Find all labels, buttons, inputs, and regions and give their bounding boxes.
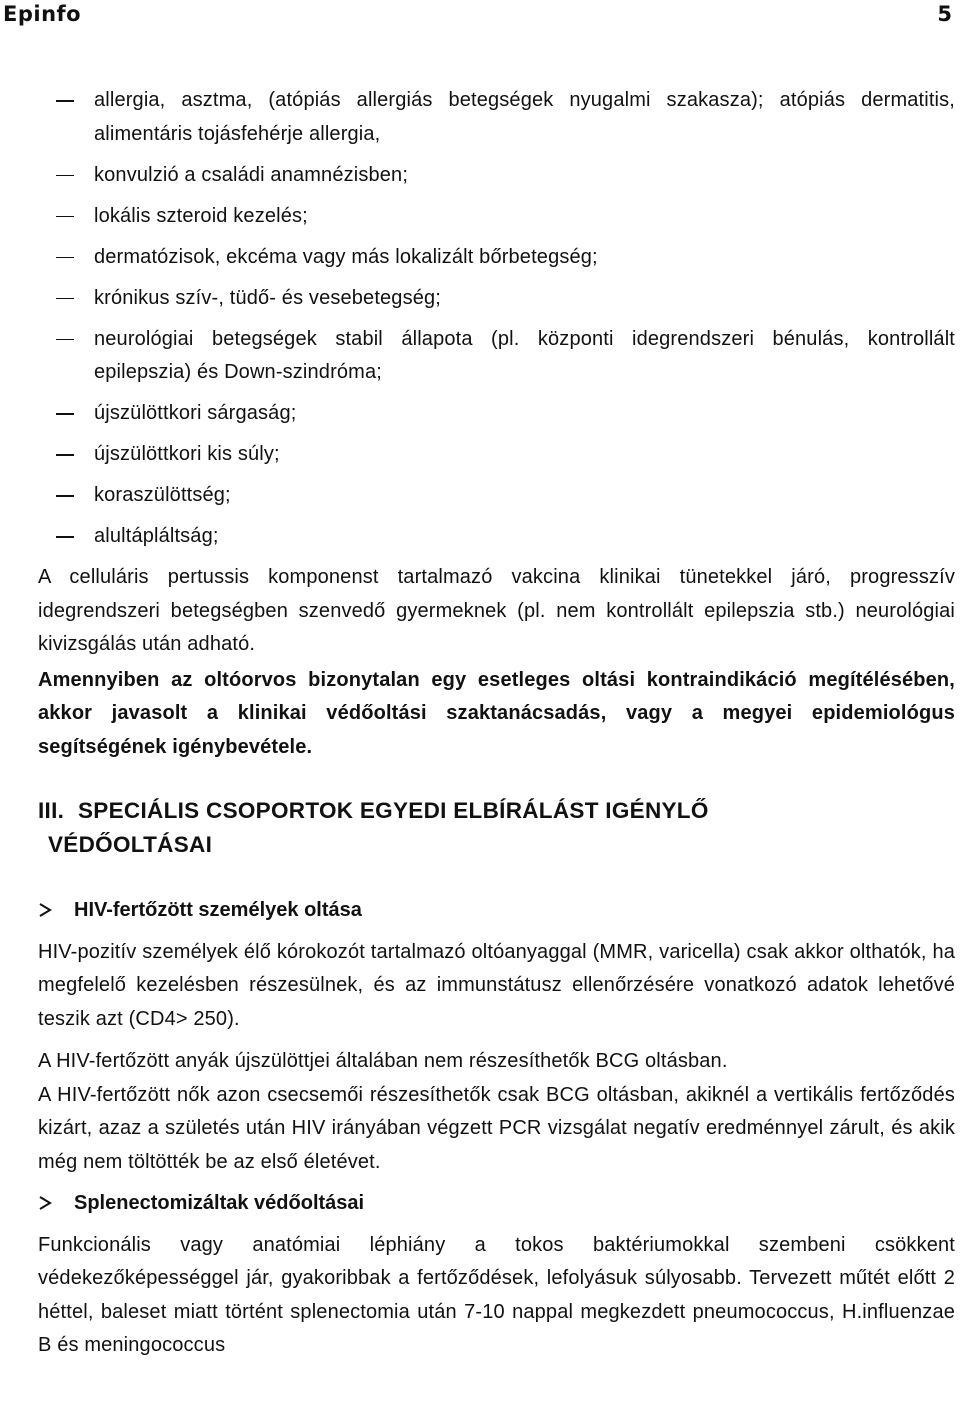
list-item: dermatózisok, ekcéma vagy más lokalizált bőrbetegség; bbox=[38, 241, 955, 275]
list-item: allergia, asztma, (atópiás allergiás betegségek nyugalmi szakasza); atópiás dermatitis, alimentáris tojásfehérje allergia, bbox=[38, 84, 955, 151]
section-heading bbox=[38, 794, 955, 862]
dash-icon bbox=[56, 298, 74, 300]
dash-icon bbox=[56, 454, 74, 456]
hiv-paragraph-2: A HIV-fertőzött anyák újszülöttjei általában nem részesíthetők BCG oltásban. bbox=[38, 1050, 728, 1072]
list-item: újszülöttkori kis súly; bbox=[38, 438, 955, 472]
dash-icon bbox=[56, 413, 74, 415]
list-item: lokális szteroid kezelés; bbox=[38, 200, 955, 234]
page-number: 5 bbox=[937, 2, 952, 26]
dash-icon bbox=[56, 495, 74, 497]
splenectomy-subheading: Splenectomizáltak védőoltásai bbox=[38, 1187, 955, 1221]
section-title-line1: SPECIÁLIS CSOPORTOK EGYEDI ELBÍRÁLÁST IGÉNYLŐ bbox=[78, 798, 709, 823]
arrowhead-bullet-icon bbox=[38, 894, 74, 928]
list-item: alultápláltság; bbox=[38, 520, 955, 554]
list-item: krónikus szív-, tüdő- és vesebetegség; bbox=[38, 282, 955, 316]
page-content bbox=[38, 84, 955, 1363]
section-title-line2: VÉDŐOLTÁSAI bbox=[48, 832, 213, 857]
hiv-subheading: HIV-fertőzött személyek oltása bbox=[38, 894, 955, 928]
list-item: újszülöttkori sárgaság; bbox=[38, 397, 955, 431]
hiv-paragraph-1: HIV-pozitív személyek élő kórokozót tartalmazó oltóanyaggal (MMR, varicella) csak akkor olthatók, ha megfelelő kezelésben részesülnek, és az immunstátusz ellenőrzésére vonatkozó adatok lehetővé teszik azt (CD4> 250). bbox=[38, 940, 955, 1030]
list-item: koraszülöttség; bbox=[38, 479, 955, 513]
splenectomy-paragraph: Funkcionális vagy anatómiai léphiány a tokos baktériumokkal szembeni csökkent védekezőképességgel jár, gyakoribbak a fertőződések, lefolyásuk súlyosabb. Tervezett műtét előtt 2 héttel, baleset miatt történt splenectomia után 7-10 nappal megkezdett pneumococcus, H.influenzae B és meningococcus bbox=[38, 1233, 955, 1356]
dash-icon bbox=[56, 175, 74, 177]
arrowhead-bullet-icon bbox=[38, 1187, 74, 1221]
dash-icon bbox=[56, 339, 74, 341]
contraindication-list bbox=[38, 84, 955, 554]
dash-icon bbox=[56, 536, 74, 538]
consultation-paragraph: Amennyiben az oltóorvos bizonytalan egy esetleges oltási kontraindikáció megítélésében, akkor javasolt a klinikai védőoltási szaktanácsadás, vagy a megyei epidemiológus segítségének igénybevétele. bbox=[38, 668, 955, 758]
section-number: III. bbox=[38, 798, 65, 823]
dash-icon bbox=[56, 216, 74, 218]
dash-icon bbox=[56, 100, 74, 102]
header-brand: Epinfo bbox=[3, 2, 82, 26]
hiv-paragraph-3: A HIV-fertőzött nők azon csecsemői részesíthetők csak BCG oltásban, akiknél a vertikális fertőződés kizárt, azaz a születés után HIV irányában végzett PCR vizsgálat negatív eredménnyel zárult, és akik még nem töltötték be az első életévet. bbox=[38, 1083, 955, 1173]
list-item: konvulzió a családi anamnézisben; bbox=[38, 159, 955, 193]
pertussis-paragraph: A celluláris pertussis komponenst tartalmazó vakcina klinikai tünetekkel járó, progresszív idegrendszeri betegségben szenvedő gyermeknek (pl. nem kontrollált epilepszia stb.) neurológiai kivizsgálás után adható. bbox=[38, 566, 955, 655]
dash-icon bbox=[56, 257, 74, 259]
list-item: neurológiai betegségek stabil állapota (pl. központi idegrendszeri bénulás, kontrollált epilepszia) és Down-szindróma; bbox=[38, 323, 955, 390]
